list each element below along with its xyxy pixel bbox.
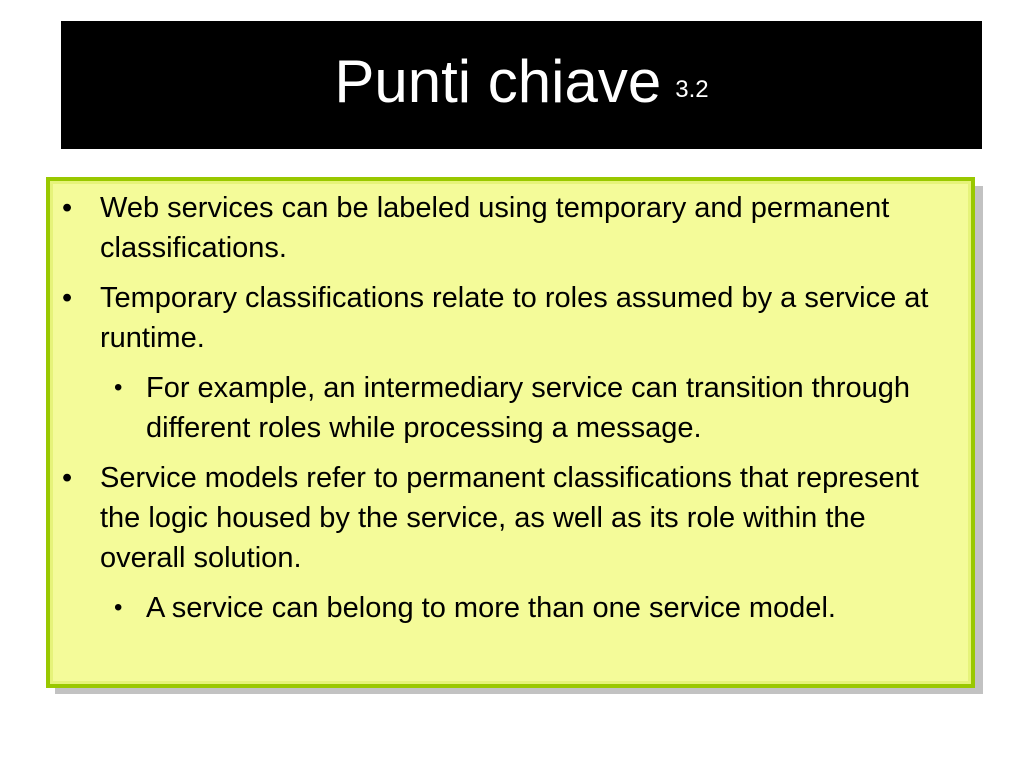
bullet-item: • Web services can be labeled using temporary and permanent classifications. xyxy=(56,188,956,268)
bullet-item: • Service models refer to permanent classifications that represent the logic housed by the service, as well as its role within the overall solution. xyxy=(56,458,956,578)
sub-bullet-item: • A service can belong to more than one service model. xyxy=(56,588,956,628)
slide-title: Punti chiave xyxy=(334,48,662,115)
sub-bullet-item: • For example, an intermediary service can transition through different roles while processing a message. xyxy=(56,368,956,448)
title-bar xyxy=(61,21,982,149)
bullet-list xyxy=(56,188,956,638)
slide-section-number: 3.2 xyxy=(675,76,709,103)
bullet-item: • Temporary classifications relate to roles assumed by a service at runtime. xyxy=(56,278,956,358)
